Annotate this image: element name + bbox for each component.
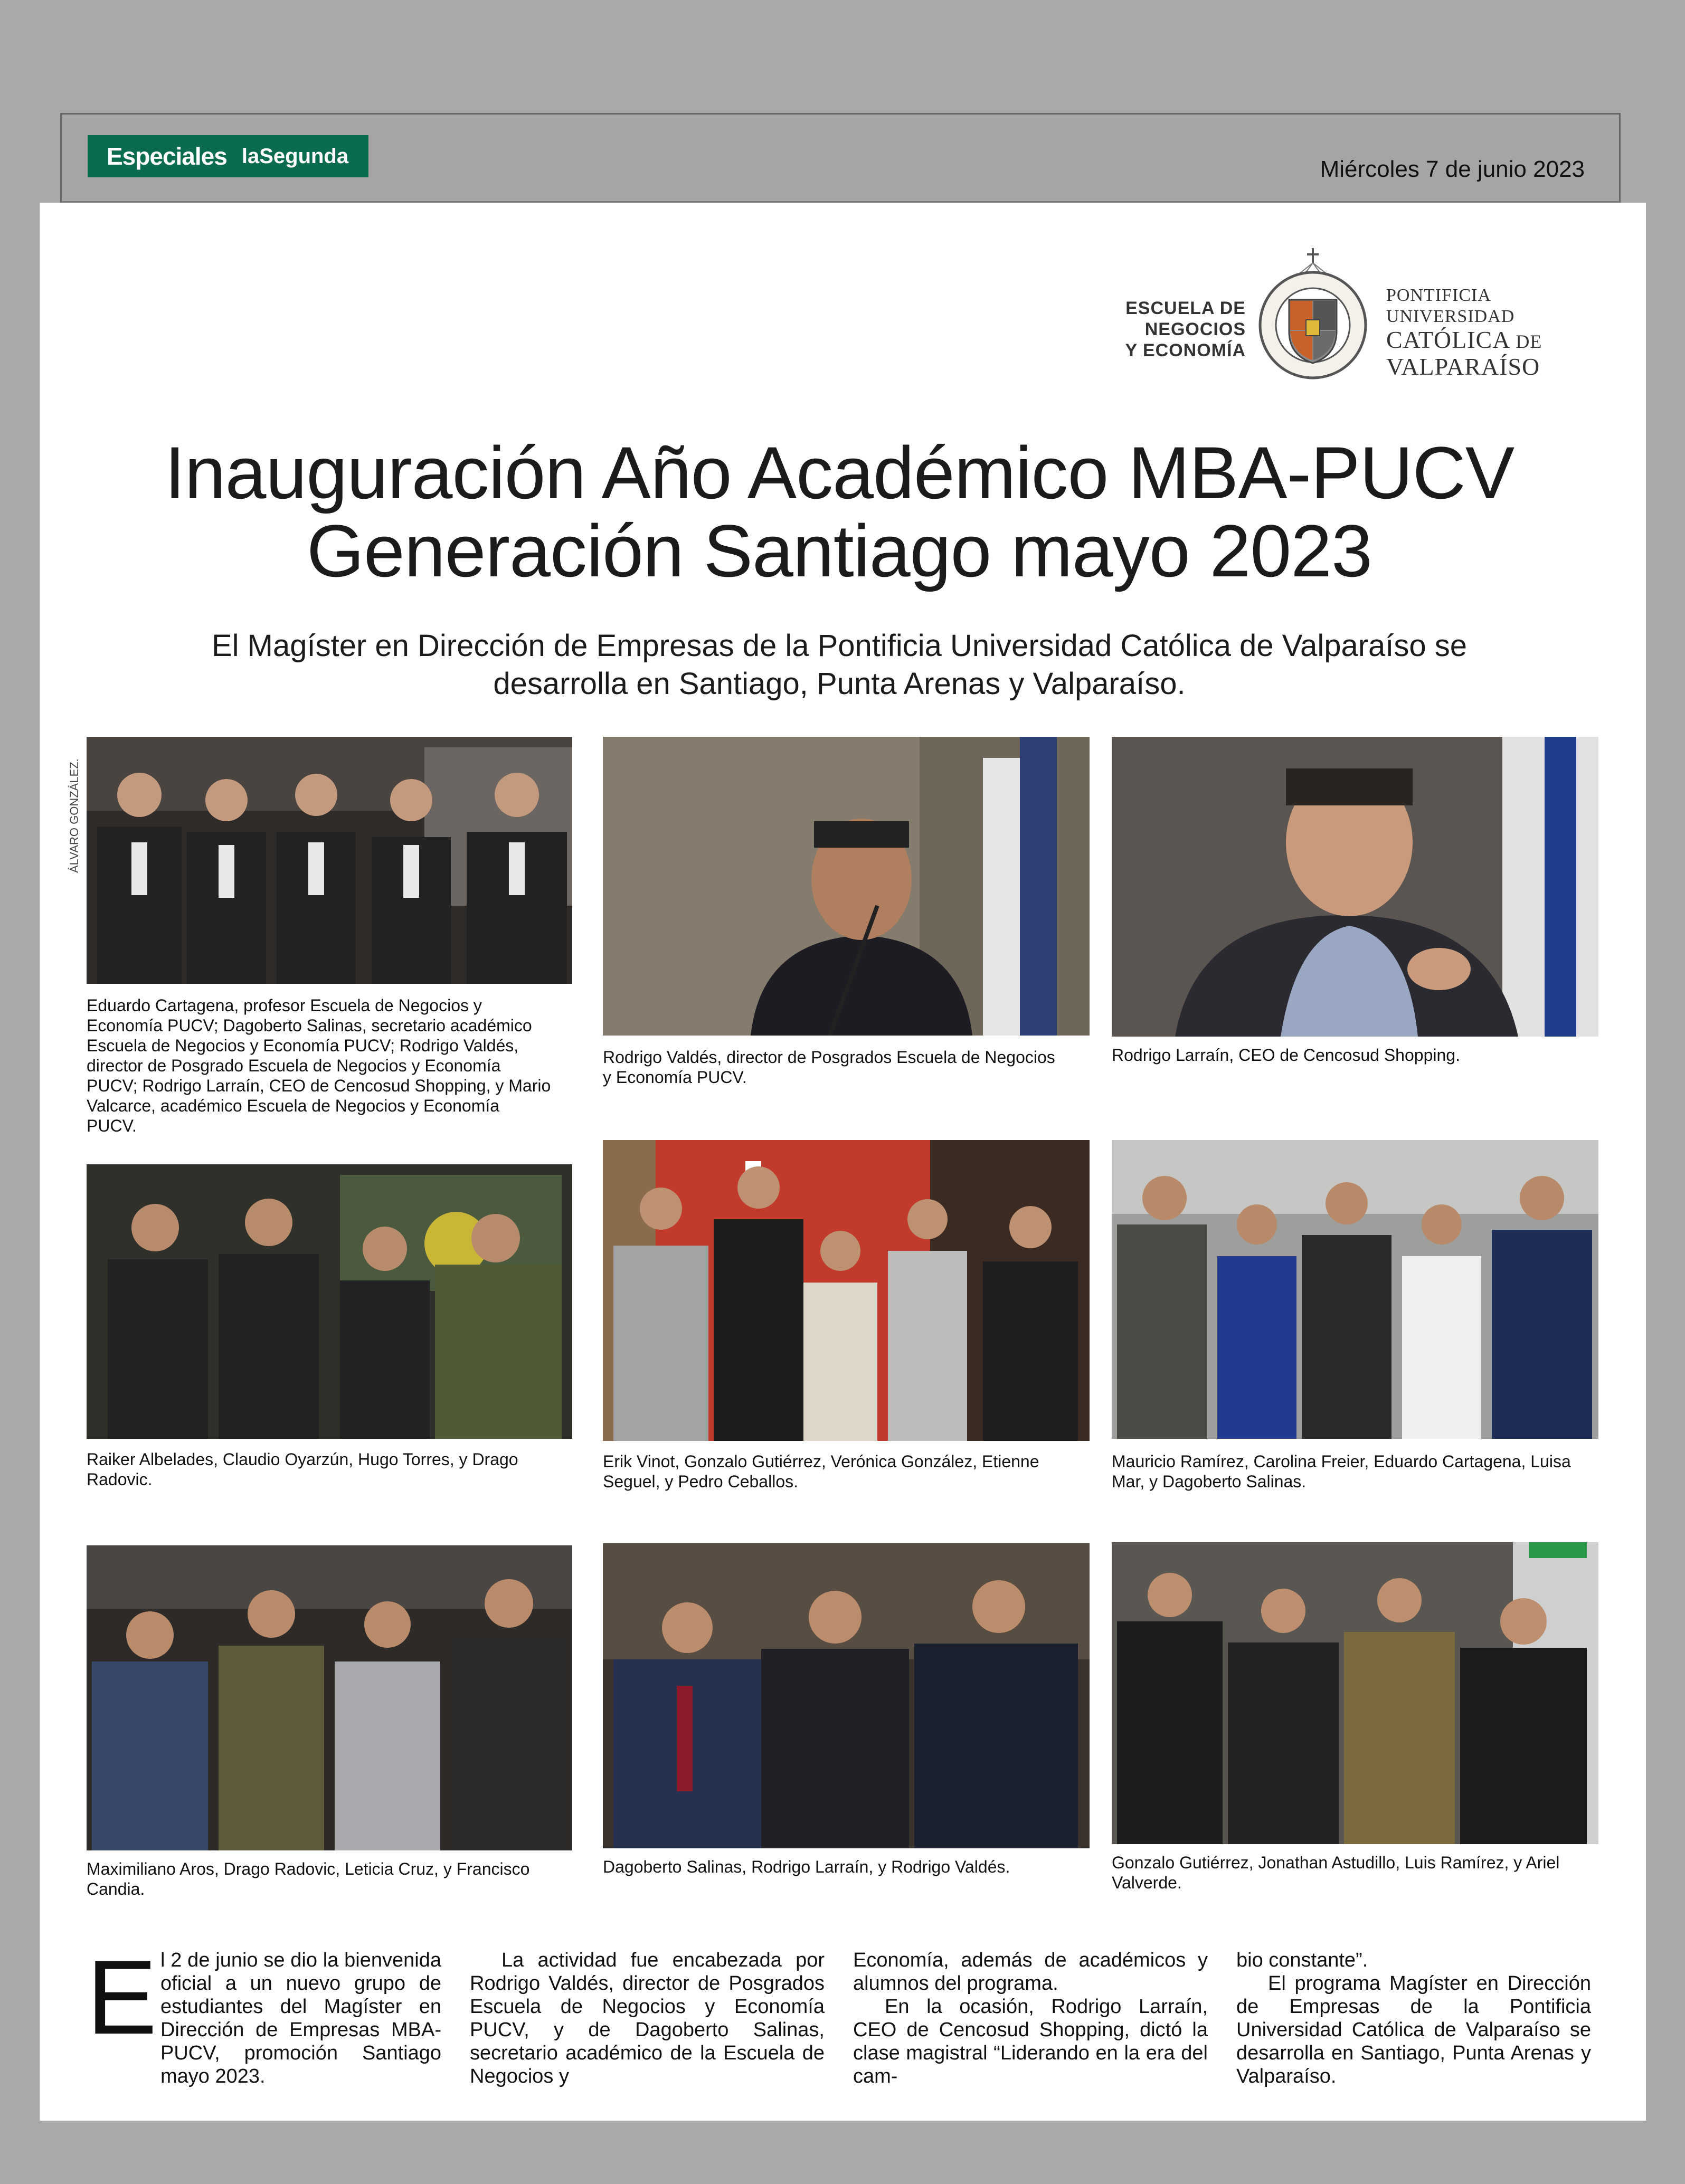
body-column-4: [1236, 1949, 1591, 2088]
photo-caption: Eduardo Cartagena, profesor Escuela de Negocios y Economía PUCV; Dagoberto Salinas, secretario académico Escuela de Negocios y Economía PUCV; Rodrigo Valdés, director de Posgrado Escuela de Negocios y Economía PUCV; Rodrigo Larraín, CEO de Cencosud Shopping, y Mario Valcarce, académico Escuela de Negocios y Economía PUCV.: [87, 996, 551, 1135]
body-paragraph: El programa Magíster en Dirección de Empresas de la Pontificia Universidad Católica de Valparaíso se desarrolla en Santiago, Punta Arenas y Valparaíso.: [1236, 1972, 1591, 2087]
brand-logo: [88, 135, 368, 177]
title-line-1: Inauguración Año Académico MBA-PUCV: [164, 431, 1514, 514]
photo-group-7: [1112, 1542, 1598, 1844]
escuela-line: Y ECONOMÍA: [1125, 340, 1246, 360]
photo-group-2: [87, 1164, 572, 1439]
body-paragraph: bio constante”.: [1236, 1949, 1368, 1971]
photo-group-3: [603, 1140, 1090, 1441]
brand-especiales: Especiales: [107, 143, 227, 170]
photo-group-6: [603, 1543, 1090, 1848]
body-column-1: [87, 1939, 441, 2088]
university-name: [1386, 285, 1542, 379]
escuela-line: NEGOCIOS: [1144, 319, 1246, 339]
photo-credit: ÁLVARO GONZÁLEZ.: [68, 758, 81, 873]
body-column-3: [853, 1949, 1208, 2088]
university-de: DE: [1516, 331, 1542, 352]
article-title: [106, 431, 1573, 592]
publication-date: Miércoles 7 de junio 2023: [1320, 156, 1585, 182]
subtitle-line-1: El Magíster en Dirección de Empresas de la Pontificia Universidad Católica de Valparaíso se: [211, 629, 1468, 663]
university-line: UNIVERSIDAD: [1386, 307, 1515, 326]
photo-speaker-larrain: [1112, 737, 1598, 1037]
photo-group-1: [87, 737, 572, 984]
photo-caption: Erik Vinot, Gonzalo Gutiérrez, Verónica González, Etienne Seguel, y Pedro Ceballos.: [603, 1452, 1039, 1491]
photo-caption: Raiker Albelades, Claudio Oyarzún, Hugo Torres, y Drago Radovic.: [87, 1450, 518, 1489]
photo-speaker-valdes: [603, 737, 1090, 1036]
photo-caption: Rodrigo Larraín, CEO de Cencosud Shopping.: [1112, 1046, 1460, 1065]
brand-segunda: Segunda: [259, 144, 349, 168]
photo-caption: Maximiliano Aros, Drago Radovic, Leticia Cruz, y Francisco Candia.: [87, 1859, 530, 1898]
photo-group-5: [87, 1545, 572, 1850]
photo-caption: Rodrigo Valdés, director de Posgrados Escuela de Negocios y Economía PUCV.: [603, 1048, 1055, 1087]
photo-caption: Dagoberto Salinas, Rodrigo Larraín, y Rodrigo Valdés.: [603, 1857, 1010, 1876]
escuela-line: ESCUELA DE: [1125, 298, 1246, 318]
university-seal-icon: [1257, 247, 1368, 390]
body-paragraph: La actividad fue encabezada por Rodrigo Valdés, director de Posgrados Escuela de Negocios y Economía PUCV, y de Dagoberto Salinas, secretario académico de la Escuela de Negocios y: [470, 1949, 825, 2087]
escuela-name: [1098, 298, 1246, 361]
university-catolica: CATÓLICA: [1386, 326, 1509, 353]
drop-cap: E: [87, 1939, 157, 2056]
subtitle-line-2: desarrolla en Santiago, Punta Arenas y Valparaíso.: [493, 667, 1186, 701]
body-paragraph: Economía, además de académicos y alumnos del programa.: [853, 1949, 1208, 1995]
body-paragraph: l 2 de junio se dio la bienvenida oficial a un nuevo grupo de estudiantes del Magíster en Dirección de Empresas MBA-PUCV, promoción Santiago mayo 2023.: [160, 1949, 441, 2087]
body-column-2: [470, 1949, 825, 2088]
body-paragraph: En la ocasión, Rodrigo Larraín, CEO de Cencosud Shopping, dictó la clase magistral “Liderando en la era del cam-: [853, 1996, 1208, 2087]
university-line: PONTIFICIA: [1386, 286, 1491, 305]
university-valparaiso: VALPARAÍSO: [1386, 353, 1540, 380]
title-line-2: Generación Santiago mayo 2023: [307, 509, 1372, 592]
photo-caption: Mauricio Ramírez, Carolina Freier, Eduardo Cartagena, Luisa Mar, y Dagoberto Salinas.: [1112, 1452, 1571, 1491]
article-subtitle: [121, 627, 1557, 703]
brand-la: la: [241, 144, 260, 168]
photo-group-4: [1112, 1140, 1598, 1439]
photo-caption: Gonzalo Gutiérrez, Jonathan Astudillo, Luis Ramírez, y Ariel Valverde.: [1112, 1853, 1560, 1892]
university-logo: [1098, 247, 1552, 395]
